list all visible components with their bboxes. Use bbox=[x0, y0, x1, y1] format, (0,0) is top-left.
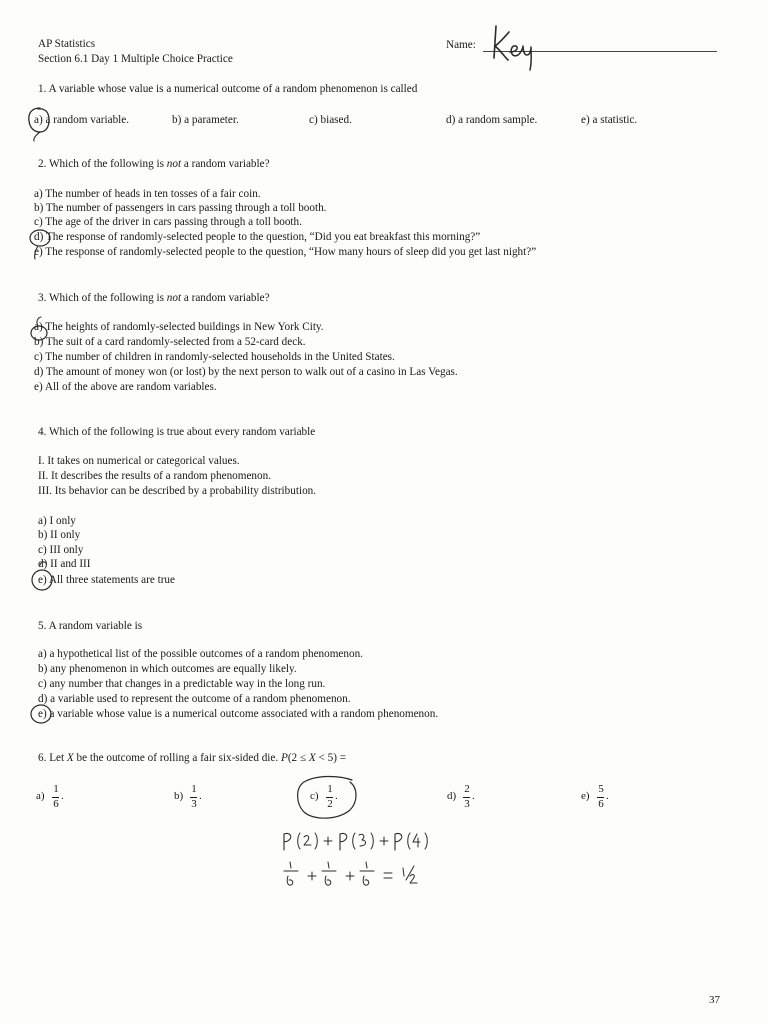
q3-option-e: e) All of the above are random variables. bbox=[34, 381, 217, 393]
q1-option-c: c) biased. bbox=[309, 114, 352, 126]
question-1-stem: 1. A variable whose value is a numerical outcome of a random phenomenon is called bbox=[38, 83, 418, 95]
question-2-stem: 2. Which of the following is not a random variable? bbox=[38, 158, 270, 170]
q3-answer-circle bbox=[28, 314, 52, 348]
handwritten-name-key bbox=[478, 20, 558, 72]
q6-option-c: c) 1 2 . bbox=[310, 783, 338, 810]
q4-option-c: c) III only bbox=[38, 544, 84, 556]
q4-statement-3: III. Its behavior can be described by a probability distribution. bbox=[38, 485, 317, 497]
q4-answer-circle bbox=[28, 560, 58, 594]
question-6-stem: 6. Let X be the outcome of rolling a fair six-sided die. P(2 ≤ X < 5) = bbox=[38, 752, 347, 764]
page-number: 37 bbox=[709, 994, 720, 1006]
question-3-stem: 3. Which of the following is not a random variable? bbox=[38, 292, 270, 304]
q2-answer-circle bbox=[28, 226, 54, 262]
q2-option-c: c) The age of the driver in cars passing through a toll booth. bbox=[34, 216, 302, 228]
name-label: Name: bbox=[446, 39, 476, 51]
q2-option-e: e) The response of randomly-selected people to the question, “How many hours of sleep did you get last night?” bbox=[34, 246, 537, 258]
q2-option-a: a) The number of heads in ten tosses of a fair coin. bbox=[34, 188, 261, 200]
q1-option-a: a) a random variable. bbox=[34, 114, 130, 126]
question-5-stem: 5. A random variable is bbox=[38, 620, 143, 632]
q5-option-b: b) any phenomenon in which outcomes are equally likely. bbox=[38, 663, 297, 675]
q4-option-a: a) I only bbox=[38, 515, 76, 527]
q5-option-a: a) a hypothetical list of the possible outcomes of a random phenomenon. bbox=[38, 648, 363, 660]
q5-answer-circle bbox=[28, 700, 54, 726]
question-4-stem: 4. Which of the following is true about every random variable bbox=[38, 426, 316, 438]
q4-option-d: d) II and III bbox=[38, 558, 91, 570]
q1-option-b: b) a parameter. bbox=[172, 114, 239, 126]
q3-option-d: d) The amount of money won (or lost) by the next person to walk out of a casino in Las Vegas. bbox=[34, 366, 458, 378]
q6-option-b: b) 1 3 . bbox=[174, 783, 202, 810]
q1-answer-circle bbox=[26, 105, 60, 143]
q4-statement-2: II. It describes the results of a random phenomenon. bbox=[38, 470, 272, 482]
q5-option-c: c) any number that changes in a predictable way in the long run. bbox=[38, 678, 326, 690]
q4-option-e: e) All three statements are true bbox=[38, 574, 175, 586]
q4-option-b: b) II only bbox=[38, 529, 81, 541]
q2-option-b: b) The number of passengers in cars passing through a toll booth. bbox=[34, 202, 327, 214]
section-title: Section 6.1 Day 1 Multiple Choice Practice bbox=[38, 53, 233, 65]
q4-statement-1: I. It takes on numerical or categorical values. bbox=[38, 455, 240, 467]
course-title: AP Statistics bbox=[38, 38, 96, 50]
q3-option-a: a) The heights of randomly-selected buildings in New York City. bbox=[34, 321, 324, 333]
q2-option-d: d) The response of randomly-selected people to the question, “Did you eat breakfast this morning?” bbox=[34, 231, 481, 243]
q3-option-b: b) The suit of a card randomly-selected from a 52-card deck. bbox=[34, 336, 306, 348]
q6-option-d: d) 2 3 . bbox=[447, 783, 475, 810]
q5-option-d: d) a variable used to represent the outcome of a random phenomenon. bbox=[38, 693, 351, 705]
q6-handwritten-work bbox=[280, 828, 480, 894]
q6-answer-circle bbox=[292, 774, 364, 826]
q6-option-a: a) 1 6 . bbox=[36, 783, 64, 810]
q6-option-e: e) 5 6 . bbox=[581, 783, 609, 810]
q5-option-e: e) a variable whose value is a numerical outcome associated with a random phenomenon. bbox=[38, 708, 439, 720]
q1-option-e: e) a statistic. bbox=[581, 114, 638, 126]
q1-option-d: d) a random sample. bbox=[446, 114, 538, 126]
q3-option-c: c) The number of children in randomly-selected households in the United States. bbox=[34, 351, 395, 363]
